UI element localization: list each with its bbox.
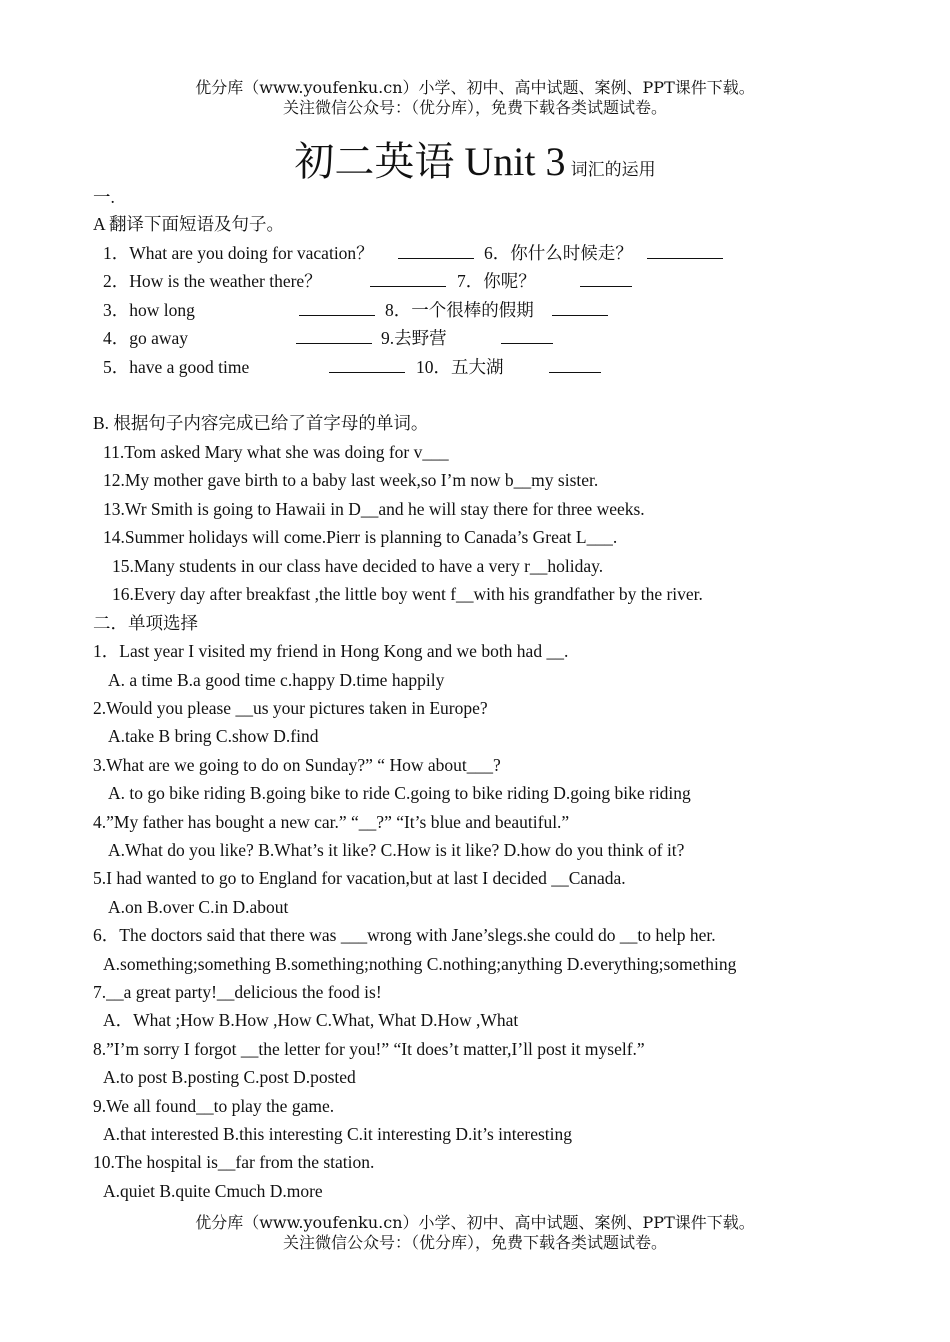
q1-options: A. a time B.a good time c.happy D.time happily bbox=[108, 670, 445, 690]
q1: 1．Last year I visited my friend in Hong Kong and we both had __. bbox=[93, 641, 569, 661]
a-item-2: 2．How is the weather there？ bbox=[103, 271, 322, 291]
a-item-4: 4．go away bbox=[103, 328, 189, 348]
answer-blank[interactable] bbox=[370, 270, 446, 292]
q8-options: A.to post B.posting C.post D.posted bbox=[103, 1067, 356, 1087]
answer-blank[interactable] bbox=[549, 356, 601, 378]
a-item-3: 3．how long bbox=[103, 300, 195, 320]
b-item-14: 14.Summer holidays will come.Pierr is planning to Canada’s Great L___. bbox=[103, 527, 618, 547]
answer-blank[interactable] bbox=[329, 356, 405, 378]
answer-blank[interactable] bbox=[552, 299, 608, 321]
q7: 7.__a great party!__delicious the food is! bbox=[93, 982, 382, 1002]
answer-blank[interactable] bbox=[647, 242, 723, 264]
q10-options: A.quiet B.quite Cmuch D.more bbox=[103, 1181, 323, 1201]
sectionA-heading: A 翻译下面短语及句子。 bbox=[93, 214, 285, 234]
q6-options: A.something;something B.something;nothing C.nothing;anything D.everything;something bbox=[103, 954, 737, 974]
header-line-2: 关注微信公众号：（优分库），免费下载各类试题试卷。 bbox=[282, 98, 667, 117]
b-item-15: 15.Many students in our class have decided to have a very r__holiday. bbox=[112, 556, 604, 576]
q9-options: A.that interested B.this interesting C.it interesting D.it’s interesting bbox=[103, 1124, 573, 1144]
q3-options: A. to go bike riding B.going bike to ride C.going to bike riding D.going bike riding bbox=[108, 783, 691, 803]
b-item-13: 13.Wr Smith is going to Hawaii in D__and he will stay there for three weeks. bbox=[103, 499, 645, 519]
q5: 5.I had wanted to go to England for vacation,but at last I decided __Canada. bbox=[93, 868, 626, 888]
b-item-12: 12.My mother gave birth to a baby last week,so I’m now b__my sister. bbox=[103, 470, 599, 490]
q5-options: A.on B.over C.in D.about bbox=[108, 897, 289, 917]
b-item-11: 11.Tom asked Mary what she was doing for v___ bbox=[103, 442, 449, 462]
part1-heading: 一. bbox=[93, 187, 115, 207]
answer-blank[interactable] bbox=[299, 299, 375, 321]
a-item-7: 7．你呢？ bbox=[457, 271, 536, 291]
q10: 10.The hospital is__far from the station. bbox=[93, 1152, 375, 1172]
a-item-5: 5．have a good time bbox=[103, 357, 250, 377]
title-sub: 词汇的运用 bbox=[570, 160, 656, 180]
q8: 8.”I’m sorry I forgot __the letter for you!” “It does’t matter,I’ll post it myself.” bbox=[93, 1039, 645, 1059]
q4-options: A.What do you like? B.What’s it like? C.How is it like? D.how do you think of it? bbox=[108, 840, 685, 860]
a-item-9: 9.去野营 bbox=[381, 328, 447, 348]
header-line-1: 优分库（www.youfenku.cn）小学、初中、高中试题、案例、PPT课件下载。 bbox=[195, 78, 755, 97]
title-main: 初二英语 Unit 3 bbox=[294, 139, 566, 184]
a-item-6: 6．你什么时候走？ bbox=[484, 243, 633, 263]
part2-heading: 二．单项选择 bbox=[93, 613, 198, 633]
b-item-16: 16.Every day after breakfast ,the little boy went f__with his grandfather by the river. bbox=[112, 584, 703, 604]
answer-blank[interactable] bbox=[296, 327, 372, 349]
q2: 2.Would you please __us your pictures taken in Europe? bbox=[93, 698, 488, 718]
a-item-10: 10．五大湖 bbox=[416, 357, 504, 377]
sectionB-heading: B. 根据句子内容完成已给了首字母的单词。 bbox=[93, 413, 429, 433]
q9: 9.We all found__to play the game. bbox=[93, 1096, 335, 1116]
footer-line-2: 关注微信公众号：（优分库），免费下载各类试题试卷。 bbox=[282, 1233, 667, 1252]
answer-blank[interactable] bbox=[580, 270, 632, 292]
q4: 4.”My father has bought a new car.” “__?” “It’s blue and beautiful.” bbox=[93, 812, 570, 832]
q7-options: A．What ;How B.How ,How C.What, What D.How ,What bbox=[103, 1010, 519, 1030]
page-title bbox=[0, 130, 950, 187]
q6: 6．The doctors said that there was ___wrong with Jane’slegs.she could do __to help her. bbox=[93, 925, 716, 945]
a-item-1: 1．What are you doing for vacation？ bbox=[103, 243, 374, 263]
q2-options: A.take B bring C.show D.find bbox=[108, 726, 319, 746]
a-item-8: 8．一个很棒的假期 bbox=[385, 300, 534, 320]
footer-line-1: 优分库（www.youfenku.cn）小学、初中、高中试题、案例、PPT课件下载。 bbox=[195, 1213, 755, 1232]
answer-blank[interactable] bbox=[398, 242, 474, 264]
answer-blank[interactable] bbox=[501, 327, 553, 349]
q3: 3.What are we going to do on Sunday?” “ How about___? bbox=[93, 755, 501, 775]
